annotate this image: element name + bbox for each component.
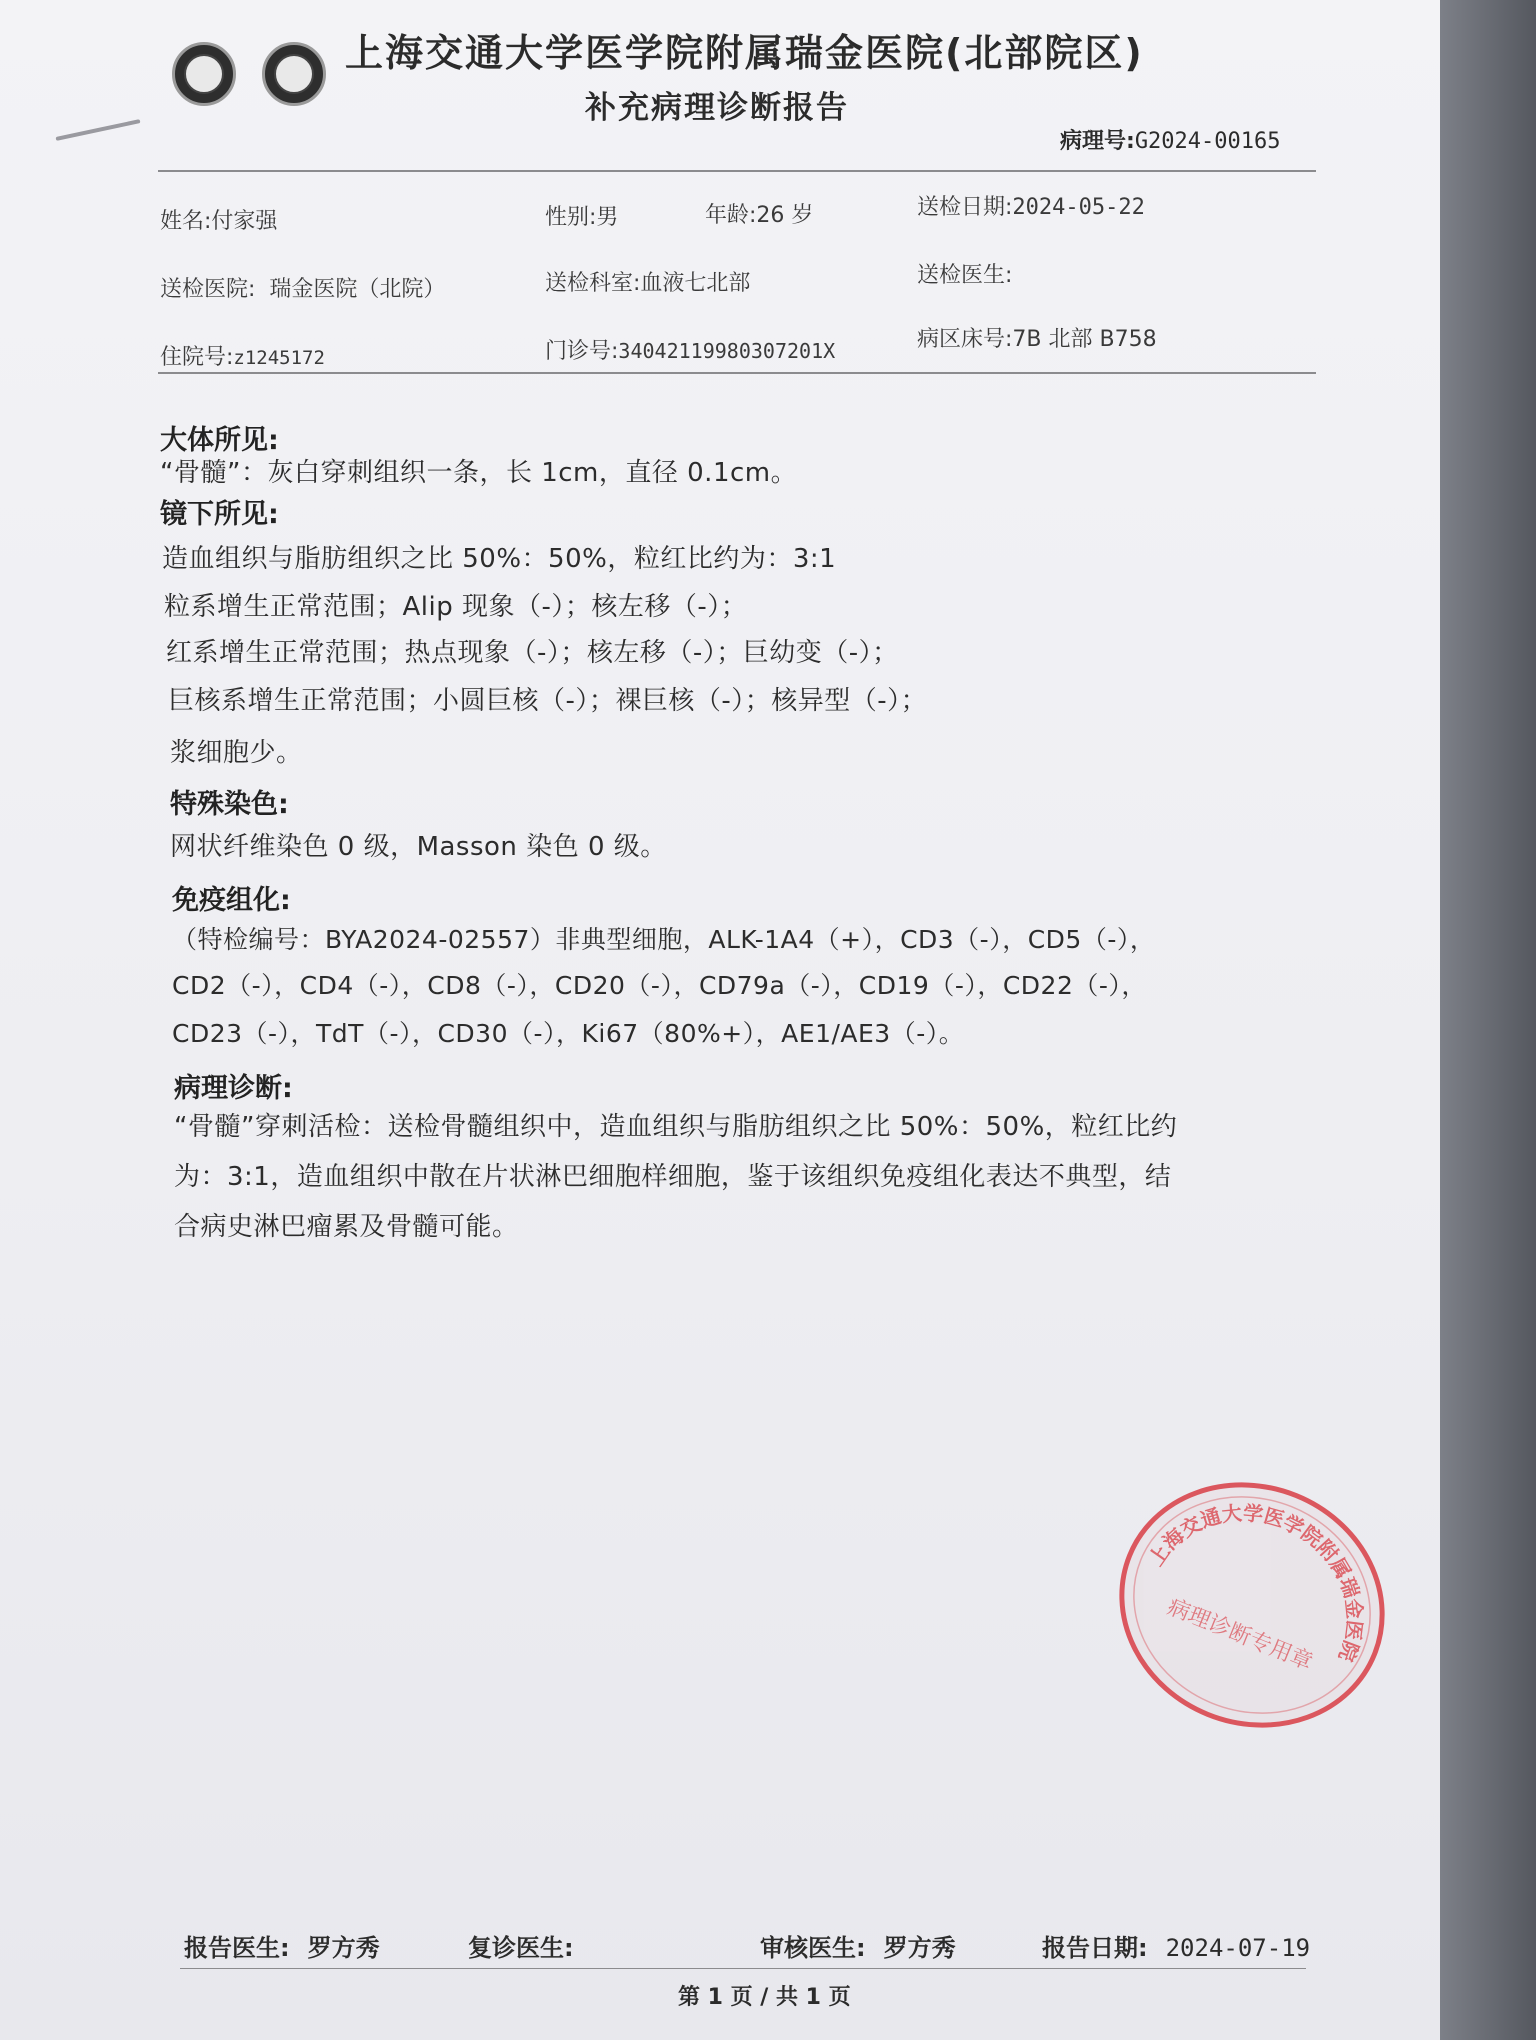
university-logo-icon xyxy=(172,42,236,106)
micro-line: 造血组织与脂肪组织之比 50%：50%，粒红比约为：3:1 xyxy=(162,544,837,574)
footer-divider xyxy=(180,1968,1306,1969)
micro-line: 巨核系增生正常范围；小圆巨核（-）；裸巨核（-）；核异型（-）； xyxy=(168,686,928,716)
inpatient-number: 住院号:z1245172 xyxy=(160,345,325,370)
review-doctor: 复诊医生: xyxy=(468,1934,574,1962)
stain-title: 特殊染色: xyxy=(170,789,289,820)
hospital-title: 上海交通大学医学院附属瑞金医院(北部院区) xyxy=(345,31,1144,75)
send-department: 送检科室:血液七北部 xyxy=(545,271,751,296)
report-date: 报告日期: 2024-07-19 xyxy=(1042,1934,1311,1962)
page-number: 第 1 页 / 共 1 页 xyxy=(678,1985,851,2010)
pathology-number: 病理号:G2024-00165 xyxy=(1060,129,1281,154)
official-seal xyxy=(1073,1431,1431,1779)
ihc-line: CD23（-），TdT（-），CD30（-），Ki67（80%+），AE1/AE3（-）。 xyxy=(172,1019,965,1048)
ward-bed: 病区床号:7B 北部 B758 xyxy=(917,327,1157,352)
diagnosis-line: 合病史淋巴瘤累及骨髓可能。 xyxy=(174,1212,519,1242)
outpatient-number: 门诊号:34042119980307201X xyxy=(545,339,836,364)
report-title: 补充病理诊断报告 xyxy=(585,90,849,126)
micro-line: 粒系增生正常范围；Alip 现象（-）；核左移（-）； xyxy=(164,592,748,622)
report-doctor: 报告医生: 罗方秀 xyxy=(184,1934,380,1962)
header-divider-bottom xyxy=(158,372,1316,374)
hospital-logo-icon xyxy=(262,42,326,106)
diagnosis-line: 为：3:1，造血组织中散在片状淋巴细胞样细胞，鉴于该组织免疫组化表达不典型，结 xyxy=(174,1162,1172,1192)
diagnosis-title: 病理诊断: xyxy=(174,1073,293,1104)
svg-text:病理诊断专用章: 病理诊断专用章 xyxy=(1163,1594,1316,1676)
background-shadow xyxy=(1440,0,1536,2040)
ihc-line: （特检编号：BYA2024-02557）非典型细胞，ALK-1A4（+），CD3（-），CD5（-）， xyxy=(172,925,1156,954)
ihc-line: CD2（-），CD4（-），CD8（-），CD20（-），CD79a（-），CD19（-），CD22（-）， xyxy=(172,971,1147,1000)
micro-title: 镜下所见: xyxy=(160,499,279,530)
patient-age: 年龄:26 岁 xyxy=(705,203,814,228)
svg-text:上海交通大学医学院附属瑞金医院: 上海交通大学医学院附属瑞金医院 xyxy=(1143,1500,1368,1665)
paper-mark xyxy=(56,119,141,141)
audit-doctor: 审核医生: 罗方秀 xyxy=(760,1934,956,1962)
patient-name: 姓名:付家强 xyxy=(160,209,278,234)
send-doctor: 送检医生: xyxy=(917,263,1013,288)
ihc-title: 免疫组化: xyxy=(172,885,291,916)
send-date: 送检日期:2024-05-22 xyxy=(917,195,1145,220)
patient-sex: 性别:男 xyxy=(545,205,619,230)
send-hospital: 送检医院: 瑞金医院（北院） xyxy=(160,277,446,302)
micro-line: 红系增生正常范围；热点现象（-）；核左移（-）；巨幼变（-）； xyxy=(166,638,899,668)
gross-title: 大体所见: xyxy=(160,425,279,456)
diagnosis-line: “骨髓”穿刺活检：送检骨髓组织中，造血组织与脂肪组织之比 50%：50%，粒红比约 xyxy=(174,1112,1178,1142)
header-divider-top xyxy=(158,170,1316,172)
gross-line: “骨髓”：灰白穿刺组织一条，长 1cm，直径 0.1cm。 xyxy=(160,458,798,488)
micro-line: 浆细胞少。 xyxy=(170,738,303,768)
stain-line: 网状纤维染色 0 级，Masson 染色 0 级。 xyxy=(170,832,667,862)
